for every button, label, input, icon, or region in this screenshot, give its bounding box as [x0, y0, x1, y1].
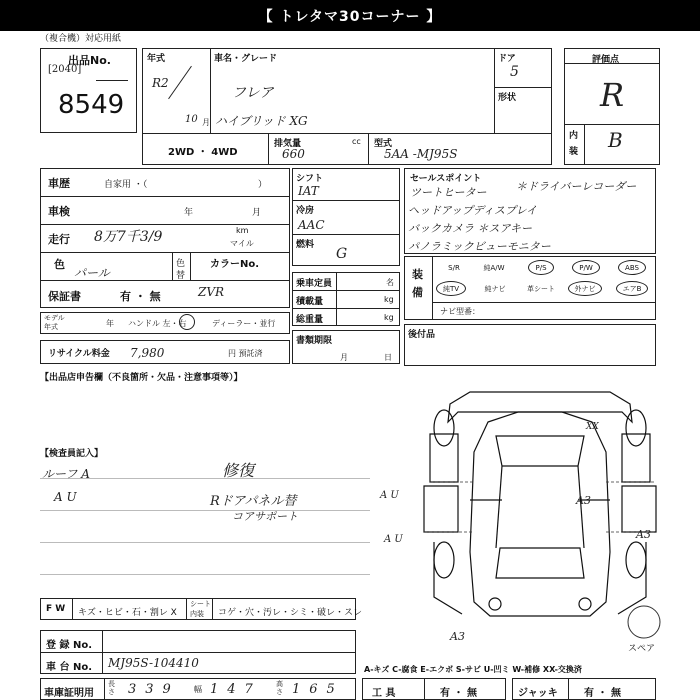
equipment-label-2: 備: [412, 286, 423, 299]
equip-nav: 純ナビ: [484, 284, 506, 293]
doc-expiry-day: 日: [384, 353, 392, 362]
sheet-header: [0, 0, 700, 31]
inspection-year-unit: 年: [184, 208, 194, 218]
inspector-note-roof: ルーフ A: [42, 467, 90, 481]
gross-unit: kg: [384, 313, 394, 322]
inspector-note-au: A U: [54, 490, 77, 504]
diagram-mark-2: A3: [576, 494, 591, 507]
registration-label: 登 録 No.: [46, 640, 93, 651]
sales-point-4: パノラミックビューモニター: [408, 240, 551, 253]
dealer-import: ディーラー・並行: [212, 319, 276, 328]
equip-airbag: エアB: [616, 281, 648, 296]
equip-tv: 純TV: [436, 281, 466, 296]
inspection-label: 車検: [48, 205, 70, 218]
displacement-label: 排気量: [274, 139, 302, 149]
capacity-label: 乗車定員: [296, 279, 333, 289]
certificate-label: 車庫証明用: [44, 688, 94, 699]
year-label: 年式: [147, 54, 166, 64]
fw-label: F W: [46, 604, 66, 614]
inspection-month-unit: 月: [252, 208, 262, 218]
mileage-value: 8万7千3/9: [94, 229, 163, 245]
diagram-mark-3: A U: [384, 534, 403, 545]
model-label: 型式: [374, 139, 393, 149]
tools-value: 有 ・ 無: [440, 688, 477, 699]
width-label: 幅: [194, 685, 202, 694]
mileage-unit-mile: マイル: [230, 239, 254, 248]
inspector-note-core: コアサポート: [232, 510, 298, 523]
history-label: 車歴: [48, 177, 70, 190]
fw-items: キズ・ヒビ・石・割レ X: [78, 608, 177, 618]
gross-label: 総重量: [296, 315, 324, 325]
seat-label-1: シート: [190, 600, 211, 608]
sales-point-1: ツートヒーター: [410, 186, 487, 199]
sales-point-2: ヘッドアップディスプレイ: [408, 204, 538, 217]
month-unit: 月: [202, 118, 210, 127]
diagram-mark-6: A3: [450, 630, 465, 643]
history-close: ）: [258, 180, 268, 190]
equip-aw: 純A/W: [483, 263, 505, 272]
aircon-value: AAC: [298, 218, 325, 232]
width-value: 147: [210, 682, 262, 697]
capacity-unit: 名: [386, 278, 394, 287]
equip-leather: 革シート: [527, 284, 555, 293]
shift-value: IAT: [298, 184, 319, 198]
car-grade: ハイブリッド XG: [215, 114, 308, 128]
height-value: 165: [292, 682, 344, 697]
seat-items: コゲ・穴・汚レ・シミ・破レ・スレ: [218, 608, 363, 618]
jack-value: 有 ・ 無: [584, 688, 621, 699]
spare-label: スペア: [628, 644, 656, 654]
color-label: 色: [54, 258, 65, 271]
year-era: R2: [152, 76, 169, 90]
history-value: 自家用 ・（: [104, 180, 148, 190]
color-no-value: ZVR: [198, 285, 225, 299]
load-label: 積載量: [296, 297, 324, 307]
doc-expiry-month: 月: [340, 353, 348, 362]
mileage-label: 走行: [48, 233, 70, 246]
color-value: パール: [74, 266, 110, 280]
aftermarket-box: [404, 324, 656, 366]
sales-points-label: セールスポイント: [410, 174, 482, 184]
diagram-mark-5: XX: [586, 422, 599, 432]
diagram-mark-4: A3: [636, 528, 651, 541]
sheet-title: 【 トレタマ30コーナー 】: [258, 8, 442, 25]
fuel-label: 燃料: [296, 240, 315, 250]
recycle-unit: 円 預託済: [228, 349, 263, 358]
lot-label: 出品No.: [68, 54, 111, 67]
inspector-note-door: Rドアパネル替: [210, 494, 297, 509]
aircon-label: 冷房: [296, 206, 315, 216]
body-label: 形状: [498, 93, 517, 103]
seat-label-2: 内装: [190, 610, 204, 618]
aftermarket-label: 後付品: [408, 330, 436, 340]
equip-abs: ABS: [618, 260, 646, 275]
equip-pw: P/W: [572, 260, 600, 275]
mileage-unit-km: km: [236, 226, 249, 235]
model-year-label-1: モデル: [44, 314, 65, 322]
model-year-label-2: 年式: [44, 323, 58, 331]
color-change-1: 色: [176, 259, 186, 269]
model-year-year: 年: [106, 319, 114, 328]
height-label: 高さ: [276, 680, 283, 696]
nav-type-label: ナビ型番：: [440, 307, 480, 316]
model-value: 5AA -MJ95S: [384, 147, 458, 161]
top-note: （複合機）対応用紙: [40, 34, 122, 44]
name-label: 車名・グレード: [214, 54, 278, 64]
handle-side: ハンドル 左・右: [128, 319, 187, 328]
interior-score: B: [608, 128, 623, 152]
fuel-value: G: [336, 246, 348, 262]
sales-point-3: バックカメラ ＊スアキー: [408, 222, 533, 235]
doors-label: ドア: [498, 54, 516, 64]
diagram-mark-1: A U: [380, 490, 399, 501]
equipment-label-1: 装: [412, 268, 423, 281]
displacement-value: 660: [282, 147, 305, 161]
drive-label: 2WD ・ 4WD: [168, 147, 238, 158]
lot-number: 8549: [58, 90, 125, 120]
sales-point-extra: ＊ドライバーレコーダー: [516, 180, 637, 193]
displacement-unit: cc: [352, 137, 361, 146]
interior-label-1: 内: [569, 131, 579, 141]
jack-label: ジャッキ: [518, 688, 558, 699]
warranty-label: 保証書: [48, 290, 81, 303]
length-value: 339: [128, 682, 180, 697]
doc-expiry-label: 書類期限: [296, 336, 333, 346]
chassis-value: MJ95S-104410: [108, 656, 199, 670]
exhibitor-note-label: 【出品店申告欄（不良箇所・欠品・注意事項等）】: [40, 373, 243, 383]
year-month: 10: [185, 114, 198, 125]
warranty-value: 有 ・ 無: [120, 290, 161, 303]
inspector-note-repair: 修復: [222, 461, 255, 480]
length-label: 長さ: [108, 680, 115, 696]
load-unit: kg: [384, 295, 394, 304]
car-name: フレア: [232, 85, 274, 101]
grade-score: R: [600, 76, 625, 114]
equip-ext-nav: 外ナビ: [568, 281, 602, 296]
doors-value: 5: [510, 64, 519, 80]
equip-ps: P/S: [528, 260, 554, 275]
color-no-label: カラーNo.: [210, 259, 260, 270]
chassis-label: 車 台 No.: [46, 662, 93, 673]
recycle-label: リサイクル料金: [48, 349, 110, 359]
car-damage-diagram: [400, 382, 690, 642]
tools-label: 工 具: [372, 688, 396, 699]
shift-label: シフト: [296, 174, 324, 184]
recycle-value: 7,980: [130, 346, 165, 360]
lot-code: [2040]: [48, 64, 82, 75]
color-change-2: 替: [176, 271, 186, 281]
interior-label-2: 装: [569, 147, 579, 157]
inspector-label: 【検査員記入】: [40, 449, 104, 459]
grade-label: 評価点: [592, 55, 620, 65]
damage-legend: A-キズ C-腐食 E-エクボ S-サビ U-凹ミ W-補修 XX-交換済: [364, 665, 582, 674]
equip-sr: S/R: [448, 263, 460, 272]
